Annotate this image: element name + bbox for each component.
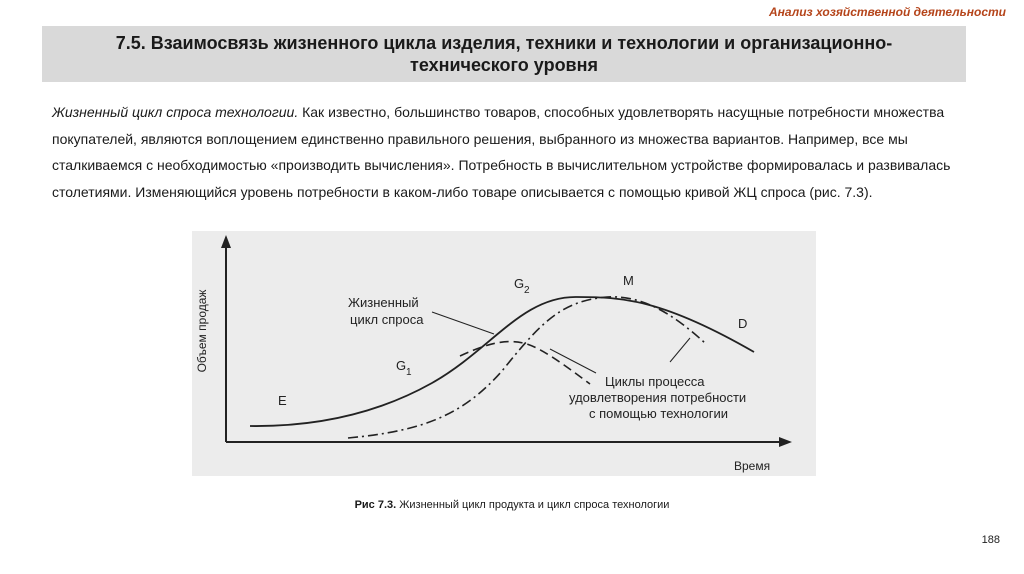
body-paragraph xyxy=(52,99,972,205)
life-cycle-diagram xyxy=(192,231,816,476)
cycles-label-line3: с помощью технологии xyxy=(589,406,728,421)
point-g1-label: G xyxy=(396,358,407,373)
paragraph-text: Как известно, большинство товаров, способных удовлетворять насущные потребности множества покупателей, являются воплощением единственно правильного решения, выбранного из множества вариантов. Например, все мы сталкиваемся с необходимостью «производить вычисления». Потребность в вычислительном устройстве формировалась и развивалась столетиями. Изменяющийся уровень потребности в каком-либо товаре описывается с помощью кривой ЖЦ спроса (рис. 7.3). xyxy=(52,104,951,200)
point-g1-subscript: 1 xyxy=(406,367,412,378)
figure-caption xyxy=(0,499,1024,511)
point-g2-subscript: 2 xyxy=(524,285,530,296)
subject-header: Анализ хозяйственной деятельности xyxy=(769,5,1006,19)
x-axis-arrow xyxy=(779,437,792,447)
demand-label-line2: цикл спроса xyxy=(350,312,424,327)
x-axis-label: Время xyxy=(734,459,771,473)
slide-title: 7.5. Взаимосвязь жизненного цикла изделия, техники и технологии и организационно-технического уровня xyxy=(115,33,893,75)
caption-text: Жизненный цикл продукта и цикл спроса технологии xyxy=(396,499,670,511)
point-m-label: M xyxy=(623,273,634,288)
demand-label-line1: Жизненный xyxy=(348,295,419,310)
page-number: 188 xyxy=(981,534,1000,546)
point-g2-label: G xyxy=(514,276,525,291)
figure-7-3 xyxy=(192,231,816,476)
y-axis-label: Объем продаж xyxy=(195,289,209,373)
cycles-label-line2: удовлетворения потребности xyxy=(569,390,747,405)
y-axis-arrow xyxy=(221,235,231,248)
paragraph-lead: Жизненный цикл спроса технологии. xyxy=(52,104,299,120)
point-e-label: E xyxy=(278,393,287,408)
point-d-label: D xyxy=(738,316,748,331)
cycles-leader-line-2 xyxy=(670,338,690,362)
cycles-label-line1: Циклы процесса xyxy=(605,374,705,389)
technology-cycle-1 xyxy=(460,342,590,384)
demand-leader-line xyxy=(432,312,494,334)
title-banner xyxy=(42,26,966,82)
caption-prefix: Рис 7.3. xyxy=(354,499,397,511)
